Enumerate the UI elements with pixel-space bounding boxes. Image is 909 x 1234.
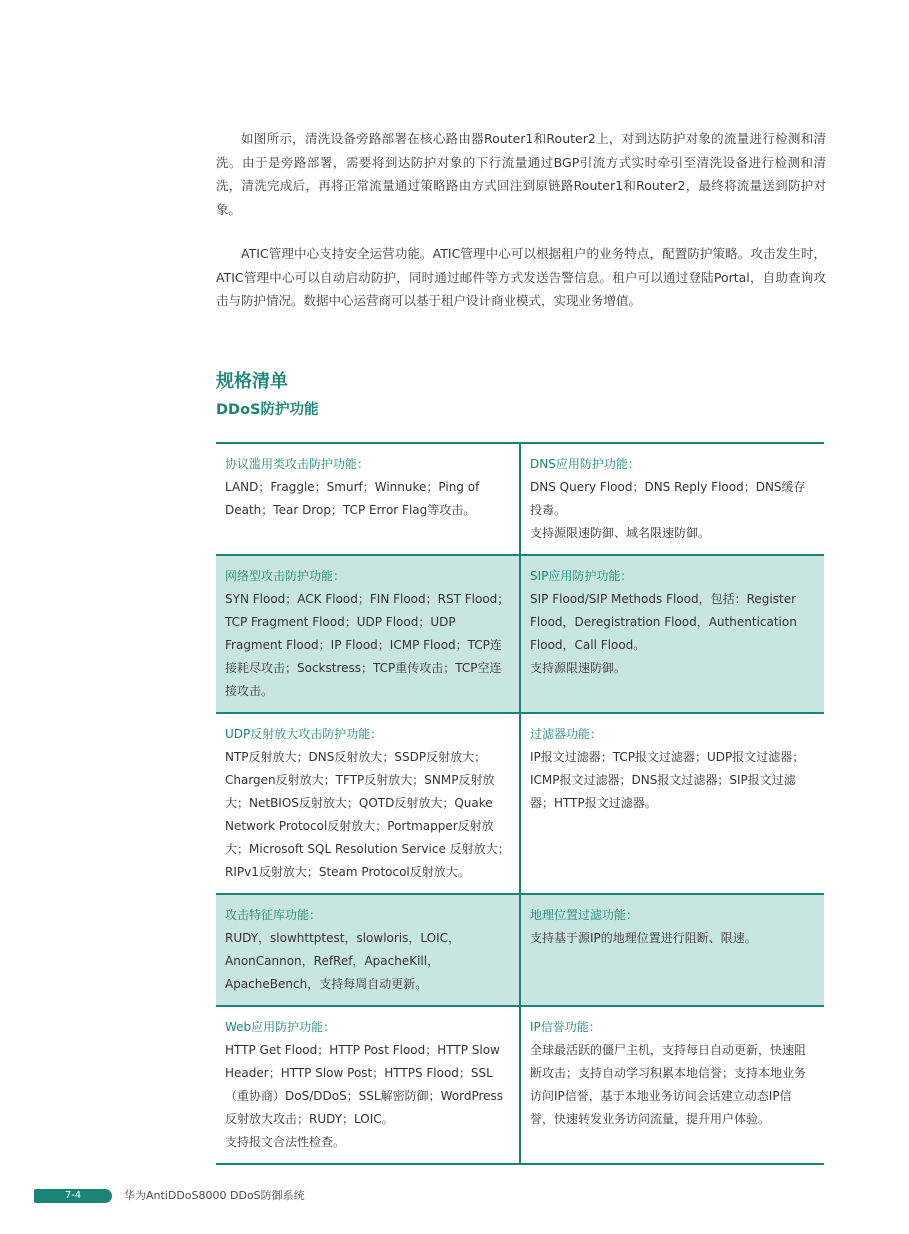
spec-cell-text: IP报文过滤器；TCP报文过滤器；UDP报文过滤器；ICMP报文过滤器；DNS报文过滤器；SIP报文过滤器；HTTP报文过滤器。: [530, 750, 805, 810]
spec-cell: [520, 443, 824, 555]
spec-cell-title: SIP应用防护功能：: [530, 569, 633, 583]
spec-cell-title: IP信誉功能：: [530, 1020, 601, 1034]
intro-paragraph-1: 如图所示，清洗设备旁路部署在核心路由器Router1和Router2上，对到达防护对象的流量进行检测和清洗。由于是旁路部署，需要将到达防护对象的下行流量通过BGP引流方式实时牵引至清洗设备进行检测和清洗，清洗完成后，再将正常流量通过策略路由方式回注到原链路Router1和Router2，最终将流量送到防护对象。: [216, 131, 826, 217]
spec-cell-text: SIP Flood/SIP Methods Flood，包括：Register Flood，Deregistration Flood，Authentication Flood，Call Flood。: [530, 592, 797, 652]
spec-cell-title: DNS应用防护功能：: [530, 457, 640, 471]
spec-cell-text: 支持报文合法性检查。: [225, 1135, 346, 1149]
intro-paragraph-2: ATIC管理中心支持安全运营功能。ATIC管理中心可以根据租户的业务特点，配置防护策略。攻击发生时，ATIC管理中心可以自动启动防护，同时通过邮件等方式发送告警信息。租户可以通过登陆Portal，自助查询攻击与防护情况。数据中心运营商可以基于租户设计商业模式，实现业务增值。: [216, 246, 826, 308]
spec-cell-title: 协议滥用类攻击防护功能：: [225, 457, 370, 471]
spec-cell: [216, 443, 520, 555]
section-subtitle: DDoS防护功能: [216, 402, 319, 418]
spec-cell-title: 过滤器功能：: [530, 727, 603, 741]
spec-cell-text: SYN Flood；ACK Flood；FIN Flood；RST Flood；TCP Fragment Flood；UDP Flood；UDP Fragment Flood；IP Flood；ICMP Flood；TCP连接耗尽攻击；Sockstress；TCP重传攻击；TCP空连接攻击。: [225, 592, 510, 698]
spec-cell: [216, 713, 520, 894]
page-number-badge: 7-4: [34, 1189, 112, 1203]
table-row: [216, 894, 824, 1006]
spec-cell: [520, 713, 824, 894]
spec-cell: [520, 894, 824, 1006]
spec-cell-title: 地理位置过滤功能：: [530, 908, 639, 922]
spec-cell-text: DNS Query Flood；DNS Reply Flood；DNS缓存投毒。: [530, 480, 806, 517]
spec-cell: [520, 555, 824, 713]
section-title: 规格清单: [216, 371, 288, 392]
spec-cell-text: NTP反射放大；DNS反射放大；SSDP反射放大；Chargen反射放大；TFTP反射放大；SNMP反射放大；NetBIOS反射放大；QOTD反射放大；Quake Network Protocol反射放大；Portmapper反射放大；Microsoft SQL Resolution Service 反射放大；RIPv1反射放大；Steam Protocol反射放大。: [225, 750, 510, 879]
spec-cell: [216, 555, 520, 713]
table-row: [216, 1006, 824, 1164]
spec-cell-text: LAND；Fraggle；Smurf；Winnuke；Ping of Death；Tear Drop；TCP Error Flag等攻击。: [225, 480, 480, 517]
spec-cell: [216, 894, 520, 1006]
spec-cell-text: 支持源限速防御、域名限速防御。: [530, 526, 711, 540]
spec-cell-text: HTTP Get Flood；HTTP Post Flood；HTTP Slow Header；HTTP Slow Post；HTTPS Flood；SSL（重协商）DoS/DDoS；SSL解密防御；WordPress反射放大攻击；RUDY；LOIC。: [225, 1043, 504, 1126]
spec-cell: [216, 1006, 520, 1164]
table-row: [216, 443, 824, 555]
spec-table: [216, 442, 824, 1165]
spec-cell-title: 网络型攻击防护功能：: [225, 569, 346, 583]
spec-cell-text: RUDY，slowhttptest，slowloris，LOIC，AnonCannon，RefRef，ApacheKill，ApacheBench，支持每周自动更新。: [225, 931, 461, 991]
footer-document-title: 华为AntiDDoS8000 DDoS防御系统: [124, 1189, 305, 1202]
spec-cell-text: 支持源限速防御。: [530, 661, 627, 675]
table-row: [216, 713, 824, 894]
spec-cell-text: 支持基于源IP的地理位置进行阻断、限速。: [530, 931, 757, 945]
table-row: [216, 555, 824, 713]
spec-cell-title: 攻击特征库功能：: [225, 908, 322, 922]
spec-cell: [520, 1006, 824, 1164]
spec-cell-title: UDP反射放大攻击防护功能：: [225, 727, 383, 741]
spec-cell-title: Web应用防护功能：: [225, 1020, 336, 1034]
spec-cell-text: 全球最活跃的僵尸主机，支持每日自动更新，快速阻断攻击；支持自动学习积累本地信誉；支持本地业务访问IP信誉，基于本地业务访问会话建立动态IP信誉，快速转发业务访问流量，提升用户体验。: [530, 1043, 807, 1126]
